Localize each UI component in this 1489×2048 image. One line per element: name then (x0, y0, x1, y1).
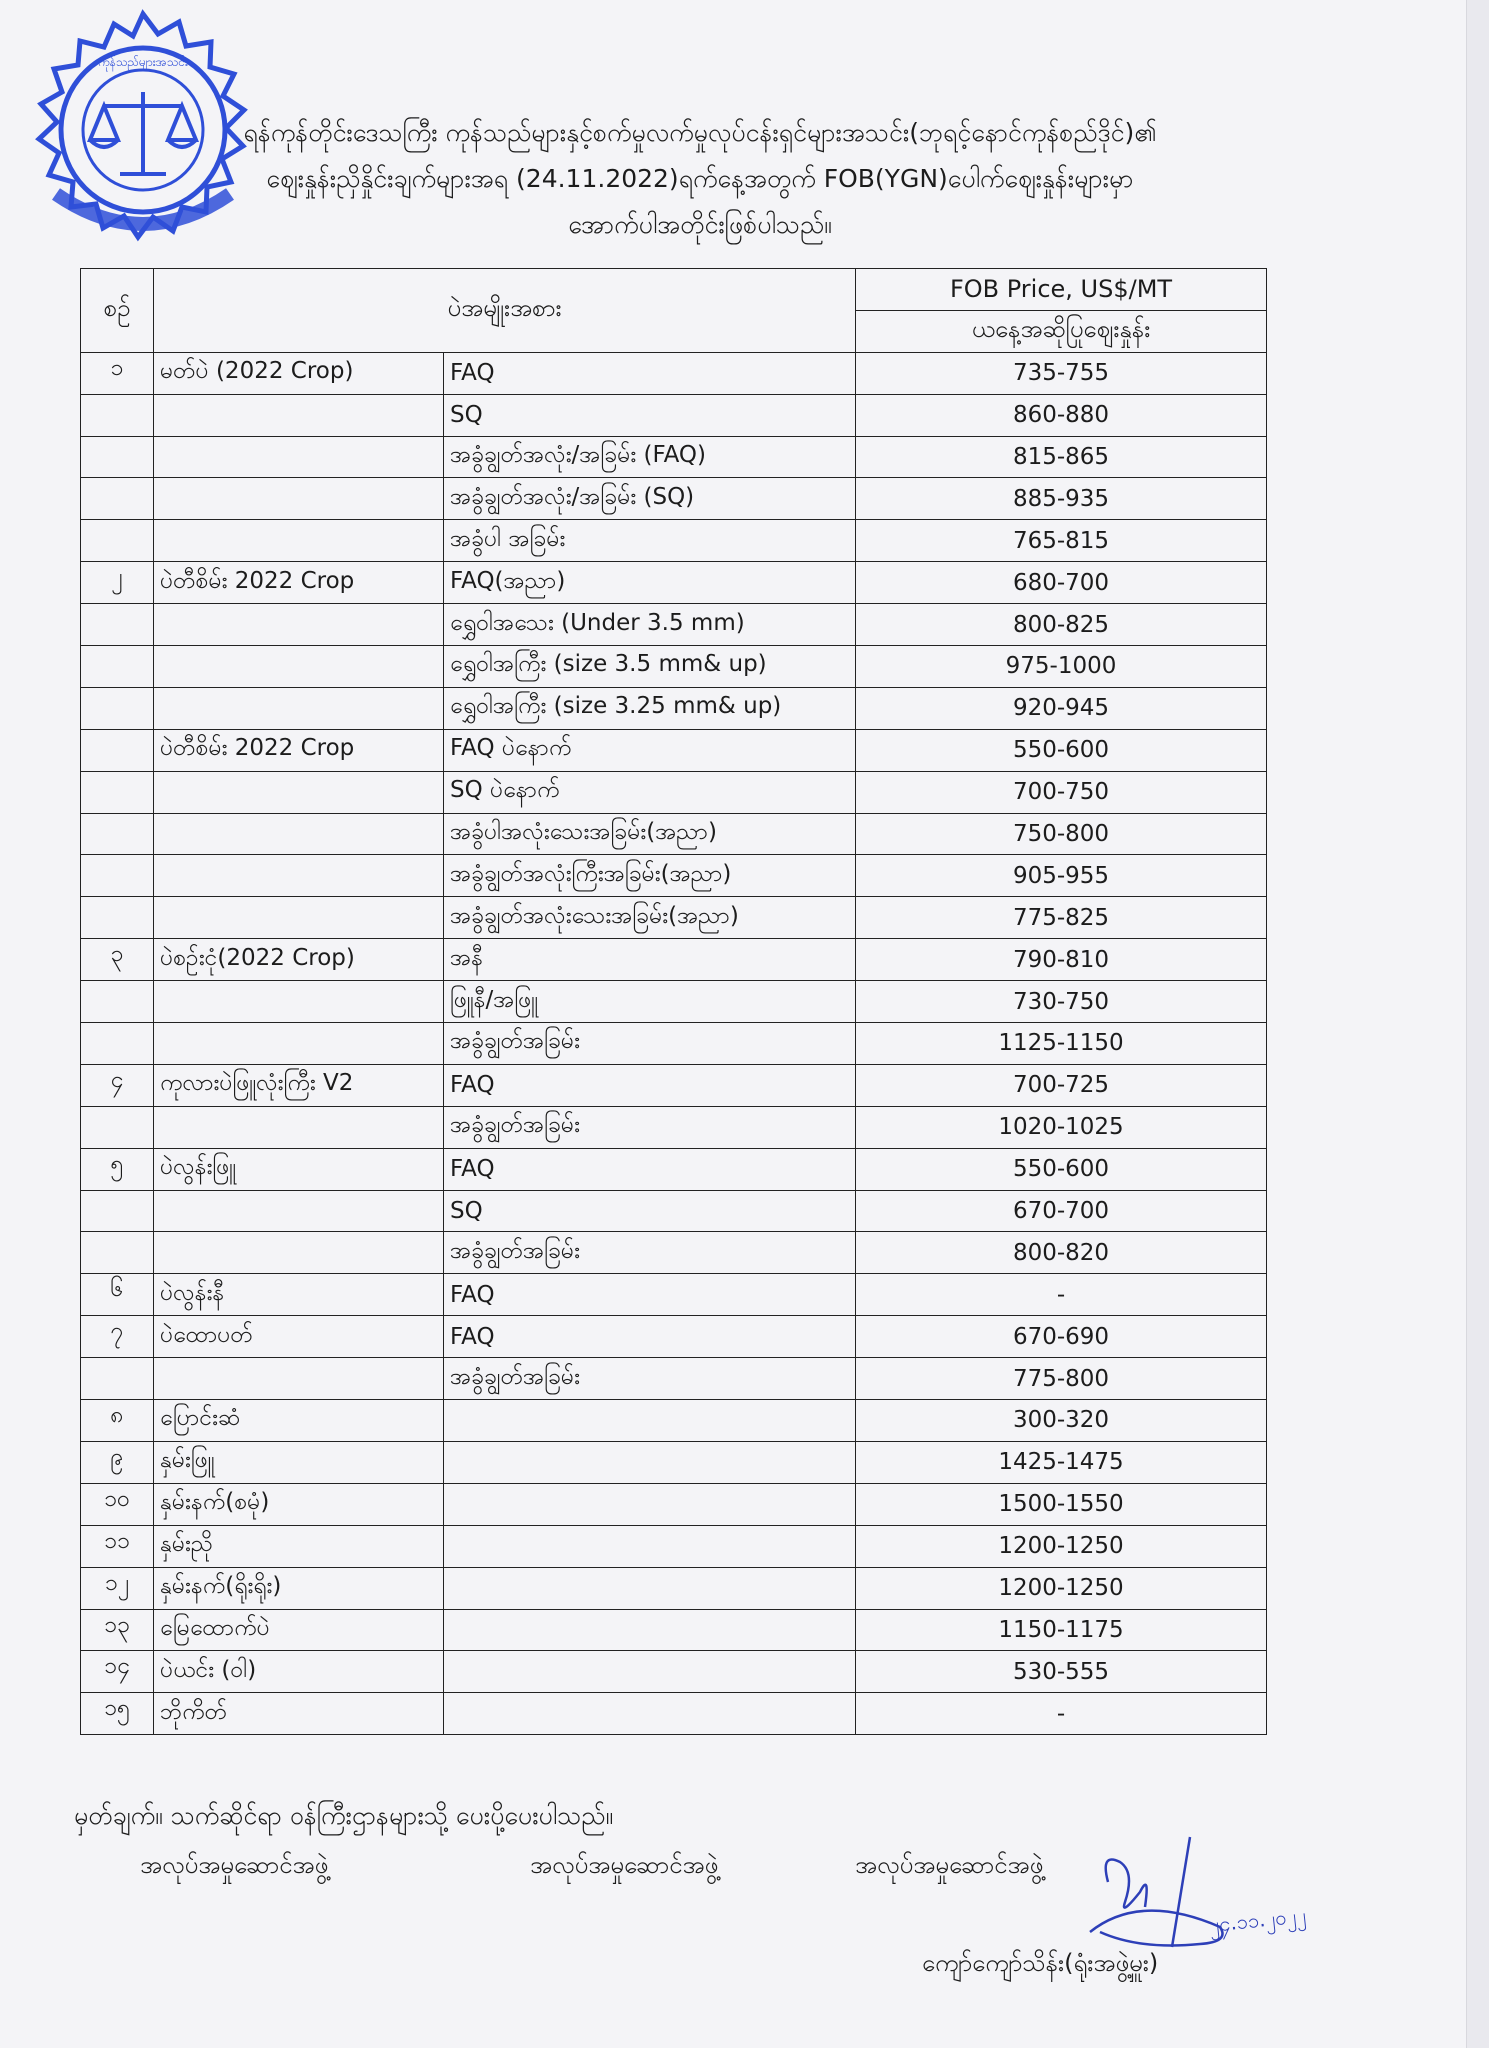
row-number: ၆ (81, 1274, 154, 1316)
row-number (81, 436, 154, 478)
item-price: 920-945 (856, 687, 1267, 729)
item-grade: အခွံပါ အခြမ်း (444, 520, 856, 562)
item-price: 860-880 (856, 394, 1267, 436)
item-name: ပဲတီစိမ်း 2022 Crop (154, 562, 444, 604)
item-grade: FAQ ပဲနောက် (444, 729, 856, 771)
item-grade: အခွံချွတ်အခြမ်း (444, 1358, 856, 1400)
item-name (154, 813, 444, 855)
item-price: 790-810 (856, 939, 1267, 981)
item-price: 775-825 (856, 897, 1267, 939)
item-price: 750-800 (856, 813, 1267, 855)
col-header-no: စဉ် (81, 269, 154, 353)
item-grade (444, 1693, 856, 1735)
item-name (154, 855, 444, 897)
item-price: 800-820 (856, 1232, 1267, 1274)
item-grade (444, 1483, 856, 1525)
item-name (154, 436, 444, 478)
item-name: ကုလားပဲဖြူလုံးကြီး V2 (154, 1064, 444, 1106)
row-number (81, 604, 154, 646)
item-price: 1020-1025 (856, 1106, 1267, 1148)
item-name (154, 981, 444, 1023)
col-header-price: FOB Price, US$/MT (856, 269, 1267, 311)
item-grade (444, 1567, 856, 1609)
footer-note: မှတ်ချက်။ သက်ဆိုင်ရာ ဝန်ကြီးဌာနများသို့ ပေးပို့ပေးပါသည်။ (74, 1801, 614, 1830)
table-row (81, 981, 1267, 1023)
role-1: အလုပ်အမှုဆောင်အဖွဲ့ (140, 1851, 329, 1879)
row-number (81, 771, 154, 813)
item-grade: FAQ (444, 1064, 856, 1106)
table-row (81, 1609, 1267, 1651)
item-grade: အခွံချွတ်အခြမ်း (444, 1232, 856, 1274)
item-grade: အခွံချွတ်အလုံးကြီးအခြမ်း(အညာ) (444, 855, 856, 897)
item-grade: ရွှေဝါအသေး (Under 3.5 mm) (444, 604, 856, 646)
row-number (81, 981, 154, 1023)
header-line-3: အောက်ပါအတိုင်းဖြစ်ပါသည်။ (568, 210, 832, 239)
item-name (154, 771, 444, 813)
item-name: ပဲလွန်းဖြူ (154, 1148, 444, 1190)
table-row (81, 352, 1267, 394)
item-price: 905-955 (856, 855, 1267, 897)
table-row (81, 562, 1267, 604)
item-name (154, 687, 444, 729)
table-row (81, 1064, 1267, 1106)
item-price: 670-700 (856, 1190, 1267, 1232)
item-name (154, 1232, 444, 1274)
item-name: နှမ်းနက်(စမုံ) (154, 1483, 444, 1525)
item-grade (444, 1609, 856, 1651)
item-name: ပြောင်းဆံ (154, 1400, 444, 1442)
item-price: 800-825 (856, 604, 1267, 646)
item-name (154, 646, 444, 688)
item-name (154, 1358, 444, 1400)
row-number: ၁၃ (81, 1609, 154, 1651)
row-number (81, 394, 154, 436)
item-price: 1425-1475 (856, 1441, 1267, 1483)
item-name: ပဲလွန်းနီ (154, 1274, 444, 1316)
row-number (81, 687, 154, 729)
table-row (81, 1567, 1267, 1609)
row-number: ၁၁ (81, 1525, 154, 1567)
item-price: 975-1000 (856, 646, 1267, 688)
table-row (81, 813, 1267, 855)
item-price: 680-700 (856, 562, 1267, 604)
item-grade: FAQ (444, 1316, 856, 1358)
row-number: ၁၀ (81, 1483, 154, 1525)
item-grade: SQ (444, 1190, 856, 1232)
item-grade: အခွံပါအလုံးသေးအခြမ်း(အညာ) (444, 813, 856, 855)
item-name (154, 1106, 444, 1148)
item-grade: FAQ(အညာ) (444, 562, 856, 604)
table-row (81, 1232, 1267, 1274)
item-grade (444, 1525, 856, 1567)
row-number (81, 646, 154, 688)
table-row (81, 1651, 1267, 1693)
table-row (81, 1441, 1267, 1483)
item-name: ပဲတီစိမ်း 2022 Crop (154, 729, 444, 771)
item-price: 550-600 (856, 729, 1267, 771)
table-row (81, 897, 1267, 939)
table-row (81, 855, 1267, 897)
item-price: - (856, 1274, 1267, 1316)
item-name: မြေထောက်ပဲ (154, 1609, 444, 1651)
table-row (81, 1316, 1267, 1358)
table-row (81, 1483, 1267, 1525)
table-row (81, 520, 1267, 562)
item-grade: အခွံချွတ်အခြမ်း (444, 1106, 856, 1148)
table-row (81, 1148, 1267, 1190)
table-row (81, 436, 1267, 478)
table-row (81, 939, 1267, 981)
item-grade: အနီ (444, 939, 856, 981)
item-name: ပဲစဉ်းငုံ(2022 Crop) (154, 939, 444, 981)
item-name: မတ်ပဲ (2022 Crop) (154, 352, 444, 394)
item-grade: FAQ (444, 1274, 856, 1316)
svg-text:ကုန်သည်များအသင်း: ကုန်သည်များအသင်း (97, 55, 189, 69)
role-3: အလုပ်အမှုဆောင်အဖွဲ့ (855, 1851, 1044, 1879)
row-number (81, 1106, 154, 1148)
table-row (81, 1525, 1267, 1567)
item-price: 885-935 (856, 478, 1267, 520)
item-price: 1200-1250 (856, 1567, 1267, 1609)
item-price: - (856, 1693, 1267, 1735)
item-price: 730-750 (856, 981, 1267, 1023)
item-name: ပဲထောပတ် (154, 1316, 444, 1358)
item-grade: ဖြူနီ/အဖြူ (444, 981, 856, 1023)
table-row (81, 1358, 1267, 1400)
item-price: 700-750 (856, 771, 1267, 813)
item-name (154, 478, 444, 520)
document-header (110, 110, 1290, 248)
table-row (81, 771, 1267, 813)
item-price: 1125-1150 (856, 1023, 1267, 1065)
item-grade: ရွှေဝါအကြီး (size 3.5 mm& up) (444, 646, 856, 688)
item-grade: အခွံချွတ်အခြမ်း (444, 1023, 856, 1065)
item-price: 1150-1175 (856, 1609, 1267, 1651)
item-price: 775-800 (856, 1358, 1267, 1400)
table-row (81, 1274, 1267, 1316)
handwritten-signature (1080, 1832, 1310, 1952)
item-price: 1200-1250 (856, 1525, 1267, 1567)
table-row (81, 1106, 1267, 1148)
row-number: ၂ (81, 562, 154, 604)
row-number (81, 1232, 154, 1274)
table-row (81, 729, 1267, 771)
item-name (154, 394, 444, 436)
svg-text:၂၄.၁၁.၂၀၂၂: ၂၄.၁၁.၂၀၂၂ (1208, 1902, 1308, 1937)
header-line-2: ဈေးနှုန်းညှိနှိုင်းချက်များအရ (24.11.2022)ရက်နေ့အတွက် FOB(YGN)ပေါက်ဈေးနှုန်းများမှာ (266, 164, 1134, 193)
item-name (154, 520, 444, 562)
item-name (154, 1023, 444, 1065)
item-price: 700-725 (856, 1064, 1267, 1106)
row-number: ၁၅ (81, 1693, 154, 1735)
row-number (81, 520, 154, 562)
row-number (81, 729, 154, 771)
header-line-1: ရန်ကုန်တိုင်းဒေသကြီး ကုန်သည်များနှင့်စက်မှုလက်မှုလုပ်ငန်းရှင်များအသင်း(ဘုရင့်နောင်ကုန်စည်ဒိုင်)၏ (243, 118, 1157, 147)
item-price: 670-690 (856, 1316, 1267, 1358)
row-number: ၉ (81, 1441, 154, 1483)
table-row (81, 478, 1267, 520)
row-number (81, 478, 154, 520)
item-grade: အခွံချွတ်အလုံး/အခြမ်း (SQ) (444, 478, 856, 520)
row-number: ၇ (81, 1316, 154, 1358)
row-number (81, 897, 154, 939)
item-name: နှမ်းညို (154, 1525, 444, 1567)
col-header-item: ပဲအမျိုးအစား (154, 269, 856, 353)
table-row (81, 394, 1267, 436)
item-price: 530-555 (856, 1651, 1267, 1693)
item-name: နှမ်းဖြူ (154, 1441, 444, 1483)
signer-name: ကျော်ကျော်သိန်း(ရုံးအဖွဲ့မှူး) (922, 1949, 1159, 1977)
row-number (81, 855, 154, 897)
row-number: ၃ (81, 939, 154, 981)
item-grade: အခွံချွတ်အလုံးသေးအခြမ်း(အညာ) (444, 897, 856, 939)
row-number (81, 813, 154, 855)
row-number: ၅ (81, 1148, 154, 1190)
item-grade: FAQ (444, 352, 856, 394)
item-price: 1500-1550 (856, 1483, 1267, 1525)
row-number: ၈ (81, 1400, 154, 1442)
table-row (81, 1023, 1267, 1065)
item-price: 550-600 (856, 1148, 1267, 1190)
page-edge (1466, 0, 1489, 2048)
item-price: 735-755 (856, 352, 1267, 394)
row-number: ၁၂ (81, 1567, 154, 1609)
item-grade: အခွံချွတ်အလုံး/အခြမ်း (FAQ) (444, 436, 856, 478)
item-grade (444, 1441, 856, 1483)
row-number (81, 1358, 154, 1400)
item-name (154, 897, 444, 939)
row-number: ၁၄ (81, 1651, 154, 1693)
table-row (81, 646, 1267, 688)
role-2: အလုပ်အမှုဆောင်အဖွဲ့ (530, 1851, 719, 1879)
row-number: ၁ (81, 352, 154, 394)
row-number (81, 1190, 154, 1232)
item-name (154, 604, 444, 646)
table-row (81, 604, 1267, 646)
item-grade (444, 1400, 856, 1442)
item-grade (444, 1651, 856, 1693)
item-grade: SQ ပဲနောက် (444, 771, 856, 813)
price-table (80, 268, 1267, 1735)
item-name: ဘိုကိတ် (154, 1693, 444, 1735)
table-row (81, 687, 1267, 729)
row-number: ၄ (81, 1064, 154, 1106)
item-name: နှမ်းနက်(ရိုးရိုး) (154, 1567, 444, 1609)
table-row (81, 1400, 1267, 1442)
row-number (81, 1023, 154, 1065)
item-name: ပဲယင်း (ဝါ) (154, 1651, 444, 1693)
item-price: 765-815 (856, 520, 1267, 562)
col-header-price-sub: ယနေ့အဆိုပြုဈေးနှုန်း (856, 310, 1267, 352)
item-grade: SQ (444, 394, 856, 436)
price-table-body (81, 352, 1267, 1734)
item-grade: FAQ (444, 1148, 856, 1190)
item-name (154, 1190, 444, 1232)
item-grade: ရွှေဝါအကြီး (size 3.25 mm& up) (444, 687, 856, 729)
table-row (81, 1190, 1267, 1232)
table-row (81, 1693, 1267, 1735)
item-price: 300-320 (856, 1400, 1267, 1442)
item-price: 815-865 (856, 436, 1267, 478)
